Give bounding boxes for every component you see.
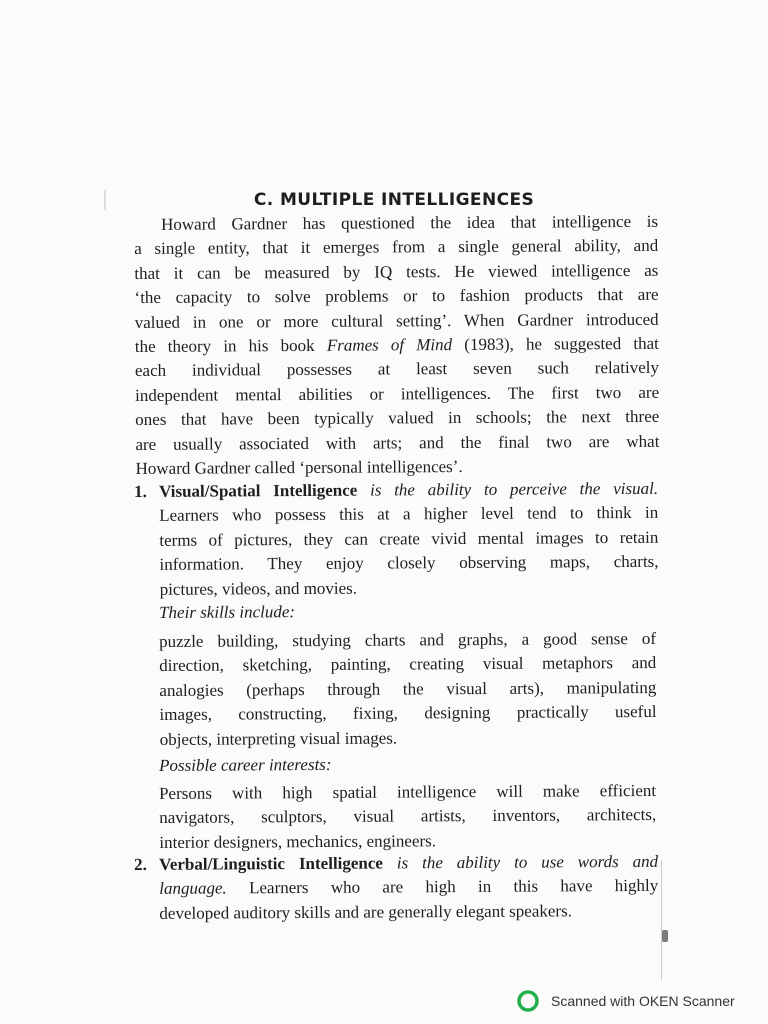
oken-scanner-logo-icon xyxy=(517,990,539,1012)
list-item-verbal-linguistic xyxy=(134,850,658,926)
intro-line: valued in one or more cultural setting’. When Gardner introduced xyxy=(134,309,659,332)
list-number: 2. xyxy=(134,854,147,874)
skills-line: objects, interpreting visual images. xyxy=(159,728,398,749)
career-label: Possible career interests: xyxy=(159,754,332,775)
intro-line: that it can be measured by IQ tests. He viewed intelligence as xyxy=(134,260,659,283)
skills-label: Their skills include: xyxy=(159,602,296,622)
intelligence-definition: is the ability to use words and xyxy=(396,851,659,873)
intro-paragraph xyxy=(134,210,660,482)
intro-line: Howard Gardner has questioned the idea that intelligence is xyxy=(161,211,659,234)
intro-line: a single entity, that it emerges from a single general ability, and xyxy=(134,236,659,259)
intelligence-term: Visual/Spatial Intelligence xyxy=(159,480,358,501)
section-title: C. MULTIPLE INTELLIGENCES xyxy=(253,190,535,210)
intelligence-term: Verbal/Linguistic Intelligence xyxy=(159,853,384,874)
scan-artifact xyxy=(662,930,668,942)
item-line: Learners who possess this at a higher level tend to think in xyxy=(159,503,659,526)
item-line: terms of pictures, they can create vivid mental images to retain xyxy=(159,527,659,550)
list-number: 1. xyxy=(134,481,147,501)
intro-line: ‘the capacity to solve problems or to fashion products that are xyxy=(134,285,659,308)
intro-line: independent mental abilities or intelligences. The first two are xyxy=(135,382,660,405)
scan-artifact xyxy=(661,860,662,980)
book-title: Frames of Mind xyxy=(326,335,453,355)
intro-line: are usually associated with arts; and the final two are what xyxy=(135,431,660,454)
intelligence-definition-cont: language. xyxy=(159,878,227,899)
intro-book-line: the theory in his book Frames of Mind (1983), he suggested that xyxy=(134,333,659,357)
career-line: Persons with high spatial intelligence will make efficient xyxy=(159,780,657,803)
skills-line: images, constructing, fixing, designing practically useful xyxy=(159,702,657,725)
career-line: navigators, sculptors, visual artists, inventors, architects, xyxy=(159,805,657,828)
item-line: Learners who are high in this have highly xyxy=(249,876,659,898)
item-line: information. They enjoy closely observing maps, charts, xyxy=(159,552,659,575)
intro-line: Howard Gardner called ‘personal intelligences’. xyxy=(135,457,463,479)
career-paragraph xyxy=(159,779,656,855)
intelligence-definition: is the ability to perceive the visual. xyxy=(370,478,659,500)
item-line: pictures, videos, and movies. xyxy=(159,578,358,599)
scanner-watermark xyxy=(517,990,735,1012)
list-item-visual-spatial xyxy=(134,477,659,602)
career-line: interior designers, mechanics, engineers. xyxy=(159,831,437,852)
item-line: developed auditory skills and are generally elegant speakers. xyxy=(159,901,572,923)
intro-line: ones that have been typically valued in schools; the next three xyxy=(135,407,660,430)
skills-line: direction, sketching, painting, creating visual metaphors and xyxy=(159,653,657,676)
scanner-text: Scanned with OKEN Scanner xyxy=(551,993,735,1009)
skills-paragraph xyxy=(159,627,657,752)
skills-line: puzzle building, studying charts and graphs, a good sense of xyxy=(159,628,657,651)
intro-line: each individual possesses at least seven such relatively xyxy=(134,358,660,381)
skills-line: analogies (perhaps through the visual arts), manipulating xyxy=(159,677,657,700)
